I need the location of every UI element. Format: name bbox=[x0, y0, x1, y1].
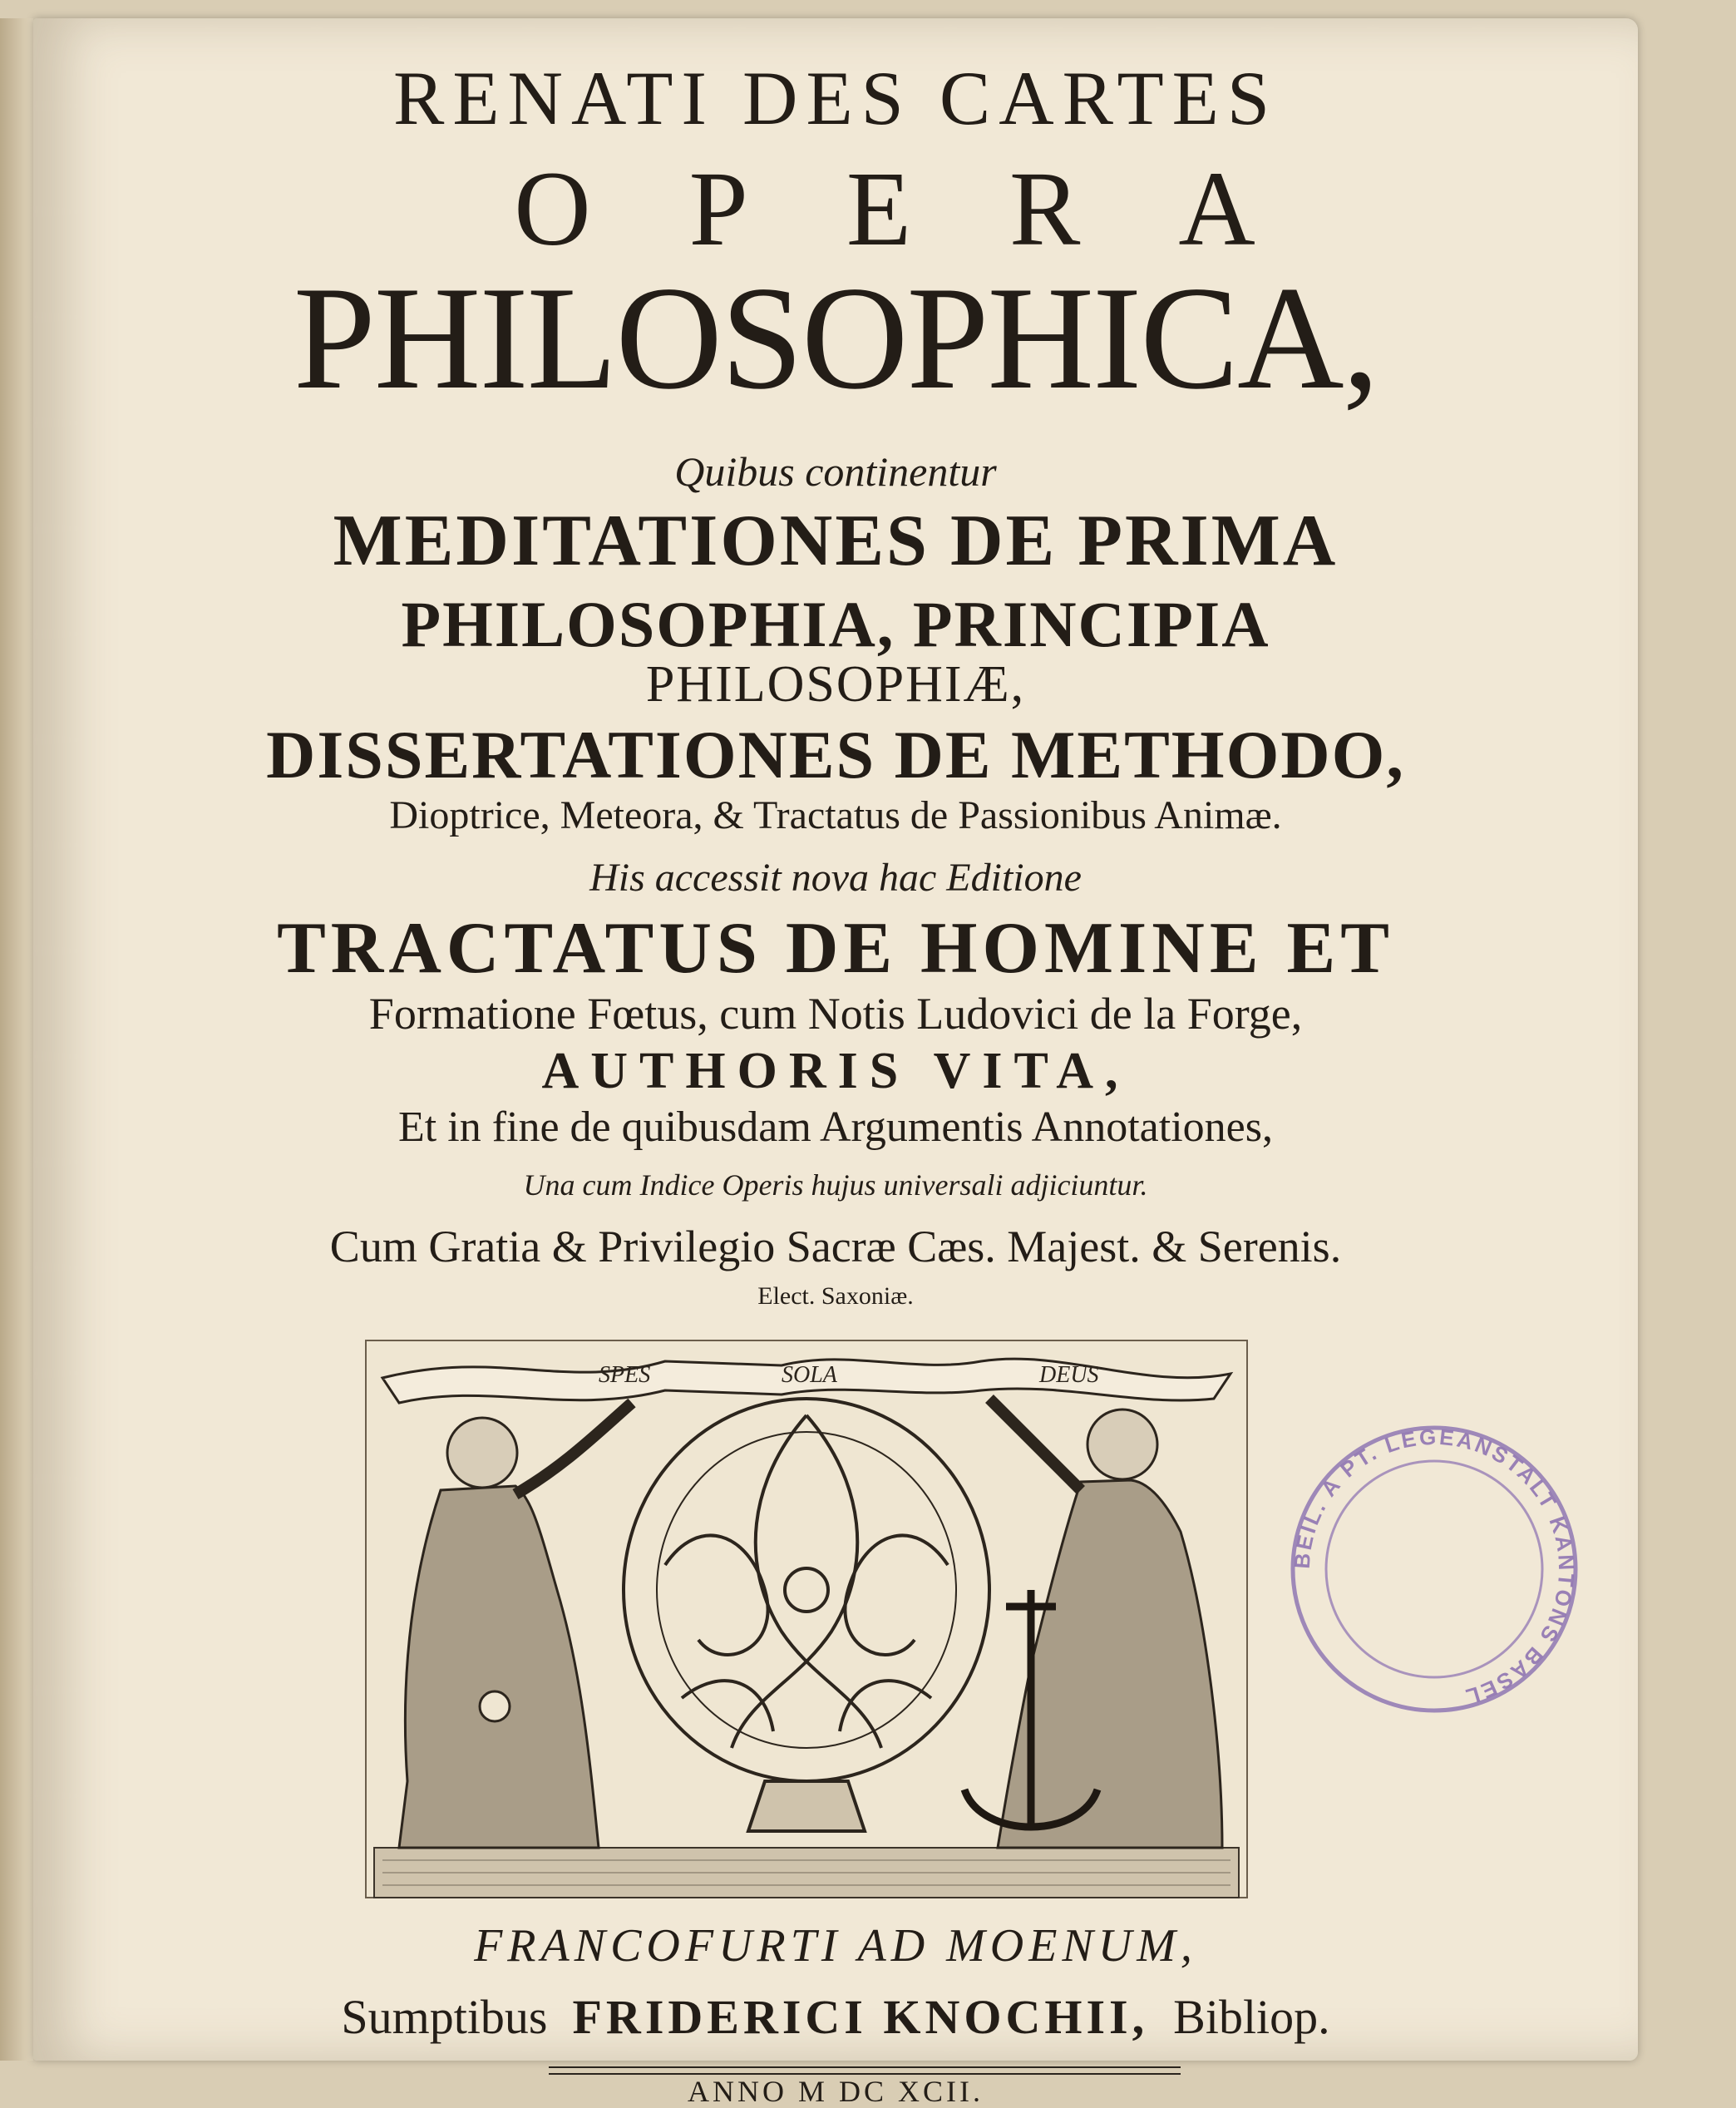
privilege-line: Cum Gratia & Privilegio Sacræ Cæs. Majest. & Serenis. bbox=[329, 1222, 1342, 1271]
banner-sola: SOLA bbox=[782, 1362, 837, 1388]
banner-deus: DEUS bbox=[1039, 1362, 1099, 1388]
imprint-printer-name: FRIDERICI KNOCHII, bbox=[572, 1990, 1149, 2044]
title-page bbox=[33, 18, 1638, 2108]
adjacent-page-edge bbox=[0, 18, 33, 2061]
title-philosophica: PHILOSOPHICA, bbox=[293, 255, 1378, 420]
imprint-rule bbox=[549, 2066, 1181, 2075]
library-stamp bbox=[1280, 1415, 1588, 1723]
contents-his-accessit: His accessit nova hac Editione bbox=[589, 856, 1082, 900]
title-opera: OPERA bbox=[514, 150, 1354, 268]
banner-spes: SPES bbox=[599, 1362, 651, 1388]
contents-authoris-vita: AUTHORIS VITA, bbox=[541, 1043, 1130, 1099]
contents-tractatus: TRACTATUS DE HOMINE ET bbox=[277, 908, 1394, 989]
contents-formatione: Formatione Fœtus, cum Notis Ludovici de la Forge, bbox=[368, 989, 1303, 1039]
contents-index: Una cum Indice Operis hujus universali adjiciuntur. bbox=[523, 1168, 1148, 1202]
imprint-sumptibus: Sumptibus bbox=[341, 1990, 548, 2044]
stamp-text: BEIL. A PT. LEGEANSTALT KANTONS BASEL bbox=[1289, 1424, 1580, 1711]
imprint-date: ANNO M DC XCII. bbox=[688, 2075, 984, 2108]
contents-meditationes: MEDITATIONES DE PRIMA bbox=[333, 501, 1339, 581]
subtitle-quibus: Quibus continentur bbox=[674, 448, 997, 495]
contents-philosophiae: PHILOSOPHIÆ, bbox=[645, 656, 1026, 713]
contents-annotationes: Et in fine de quibusdam Argumentis Annotationes, bbox=[398, 1103, 1273, 1151]
author-name: RENATI DES CARTES bbox=[392, 56, 1279, 141]
imprint-place: FRANCOFURTI AD MOENUM, bbox=[474, 1920, 1197, 1972]
printers-device-vignette bbox=[349, 1316, 1264, 1906]
imprint-bibliop: Bibliop. bbox=[1173, 1990, 1330, 2044]
imprint-printer bbox=[33, 1990, 1638, 2044]
contents-philosophia-principia: PHILOSOPHIA, PRINCIPIA bbox=[401, 588, 1270, 660]
contents-dioptrice: Dioptrice, Meteora, & Tractatus de Passionibus Animæ. bbox=[389, 793, 1282, 837]
contents-dissertationes: DISSERTATIONES DE METHODO, bbox=[266, 717, 1405, 792]
privilege-elector: Elect. Saxoniæ. bbox=[757, 1282, 914, 1310]
